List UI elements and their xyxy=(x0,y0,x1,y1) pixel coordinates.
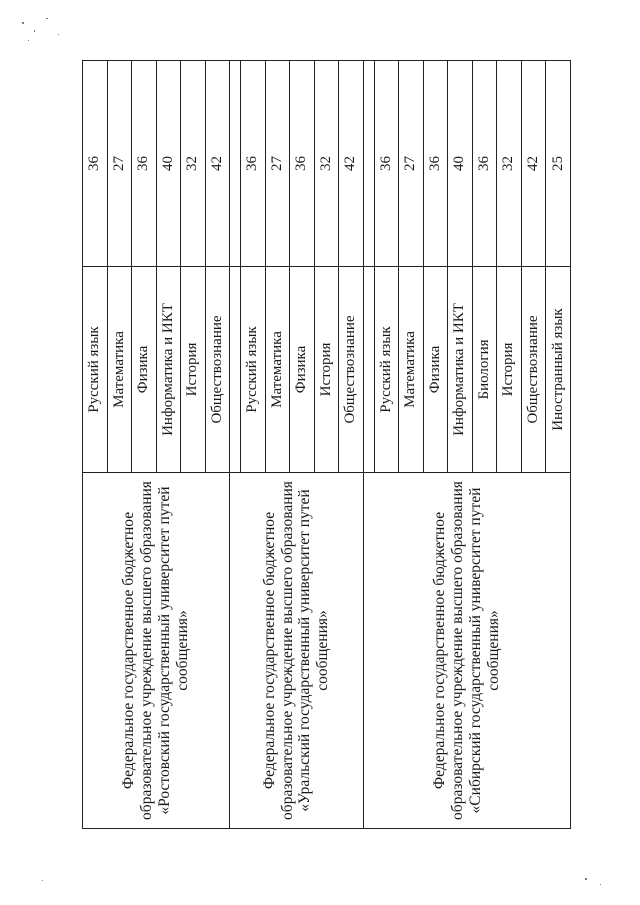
subject-cell: История xyxy=(314,267,339,473)
score-cell: 32 xyxy=(314,61,339,267)
subject-cell: Русский язык xyxy=(241,267,266,473)
score-cell: 36 xyxy=(241,61,266,267)
subject-cell: Иностранный язык xyxy=(546,267,571,473)
subject-cell: Математика xyxy=(107,267,132,473)
institution-name: Федеральное государственное бюджетное образовательное учреждение высшего образования «Сибирский государственный университет путей сообщения» xyxy=(363,473,570,829)
subject-cell: Физика xyxy=(132,267,157,473)
subject-cell: Обществознание xyxy=(205,267,230,473)
institution-name: Федеральное государственное бюджетное образовательное учреждение высшего образования «Ростовский государственный университет путей сообщения» xyxy=(83,473,230,829)
score-cell: 42 xyxy=(521,61,546,267)
subject-cell xyxy=(230,267,241,473)
score-cell: 40 xyxy=(448,61,473,267)
university-exam-table xyxy=(82,60,571,829)
subject-cell: Физика xyxy=(423,267,448,473)
table-body xyxy=(83,61,571,829)
subject-cell: Информатика и ИКТ xyxy=(156,267,181,473)
score-cell: 25 xyxy=(546,61,571,267)
subject-cell: История xyxy=(497,267,522,473)
score-cell: 27 xyxy=(265,61,290,267)
table-row xyxy=(83,61,108,829)
score-cell xyxy=(363,61,374,267)
score-cell: 40 xyxy=(156,61,181,267)
score-cell: 42 xyxy=(339,61,364,267)
score-cell: 32 xyxy=(497,61,522,267)
score-cell: 36 xyxy=(472,61,497,267)
score-cell: 36 xyxy=(290,61,315,267)
subject-cell xyxy=(363,267,374,473)
subject-cell: Русский язык xyxy=(374,267,399,473)
score-cell: 42 xyxy=(205,61,230,267)
subject-cell: Русский язык xyxy=(83,267,108,473)
score-cell: 36 xyxy=(423,61,448,267)
score-cell: 36 xyxy=(132,61,157,267)
subject-cell: Биология xyxy=(472,267,497,473)
scan-speck xyxy=(34,30,35,32)
scan-speck xyxy=(58,34,59,35)
subject-cell: Информатика и ИКТ xyxy=(448,267,473,473)
scan-speck xyxy=(28,40,29,41)
subject-cell: Математика xyxy=(399,267,424,473)
score-cell: 27 xyxy=(399,61,424,267)
scan-speck xyxy=(46,18,48,19)
subject-cell: Физика xyxy=(290,267,315,473)
table-row xyxy=(230,61,241,829)
scan-speck xyxy=(42,880,43,881)
score-cell: 32 xyxy=(181,61,206,267)
subject-cell: Математика xyxy=(265,267,290,473)
table-row xyxy=(363,61,374,829)
score-cell: 27 xyxy=(107,61,132,267)
subject-cell: Обществознание xyxy=(339,267,364,473)
score-cell: 36 xyxy=(374,61,399,267)
subject-cell: Обществознание xyxy=(521,267,546,473)
rotated-page xyxy=(82,61,571,829)
subject-cell: История xyxy=(181,267,206,473)
scan-speck xyxy=(585,878,587,880)
score-cell xyxy=(230,61,241,267)
scan-speck xyxy=(600,884,601,885)
institution-name: Федеральное государственное бюджетное образовательное учреждение высшего образования «Уральский государственный университет путей сообщения» xyxy=(230,473,364,829)
scan-speck xyxy=(22,22,24,24)
score-cell: 36 xyxy=(83,61,108,267)
